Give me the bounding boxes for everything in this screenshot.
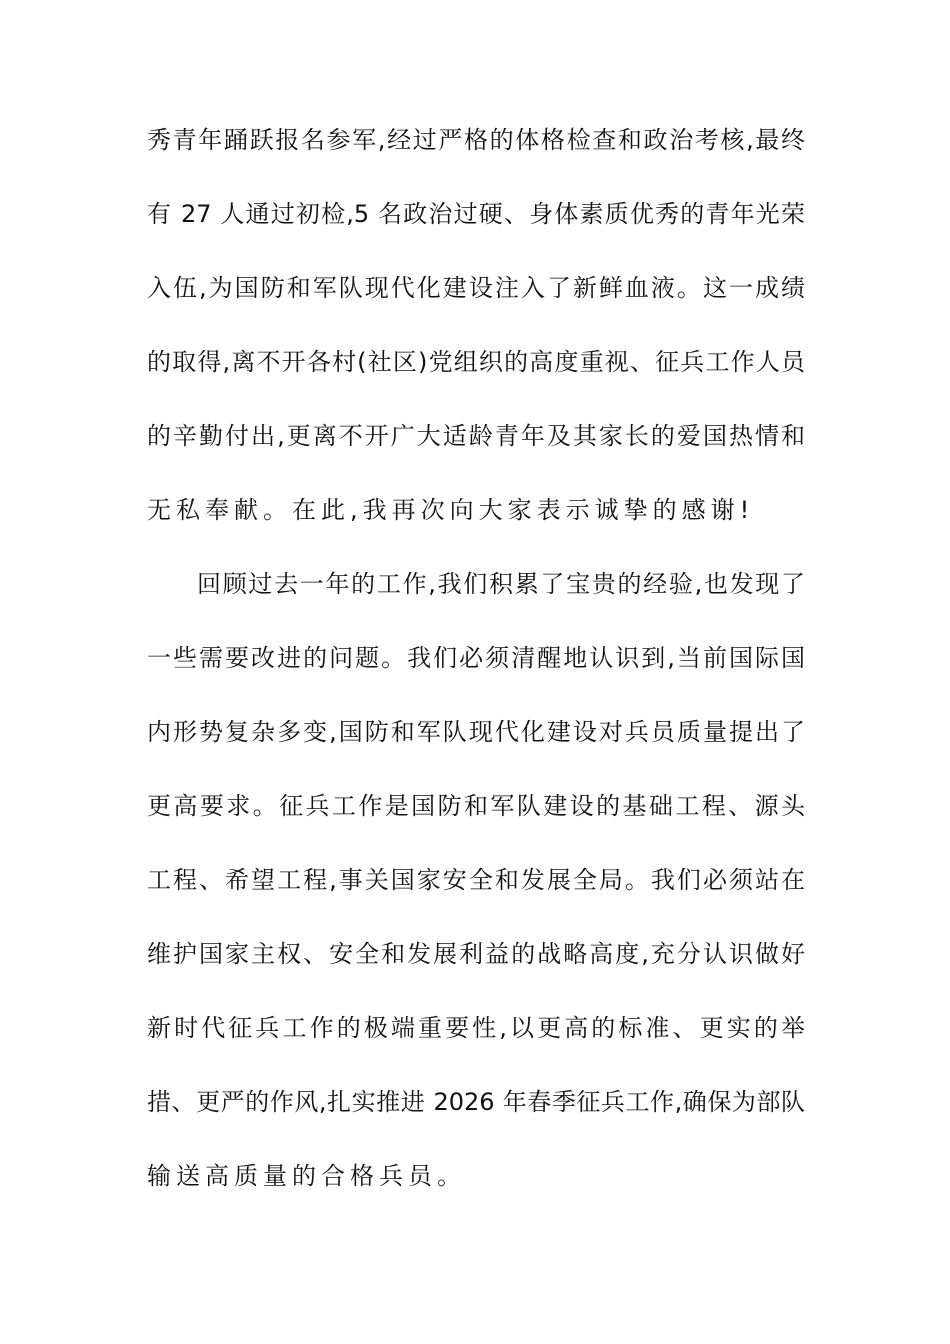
text-line: 一些需要改进的问题。我们必须清醒地认识到,当前国际国 [147, 644, 805, 672]
text-line: 工程、希望工程,事关国家安全和发展全局。我们必须站在 [147, 866, 805, 894]
text-line: 无私奉献。在此,我再次向大家表示诚挚的感谢! [147, 496, 755, 524]
text-line: 的取得,离不开各村(社区)党组织的高度重视、征兵工作人员 [147, 348, 805, 376]
text-line: 入伍,为国防和军队现代化建设注入了新鲜血液。这一成绩 [147, 274, 805, 302]
text-line: 输送高质量的合格兵员。 [147, 1162, 466, 1190]
text-line: 有 27 人通过初检,5 名政治过硬、身体素质优秀的青年光荣 [147, 200, 805, 228]
text-line: 措、更严的作风,扎实推进 2026 年春季征兵工作,确保为部队 [147, 1088, 805, 1116]
text-line: 更高要求。征兵工作是国防和军队建设的基础工程、源头 [147, 792, 805, 820]
text-line: 维护国家主权、安全和发展利益的战略高度,充分认识做好 [147, 940, 805, 968]
text-line: 新时代征兵工作的极端重要性,以更高的标准、更实的举 [147, 1014, 805, 1042]
paragraph-first-line: 回顾过去一年的工作,我们积累了宝贵的经验,也发现了 [197, 570, 805, 598]
text-line: 内形势复杂多变,国防和军队现代化建设对兵员质量提出了 [147, 718, 805, 746]
text-line: 的辛勤付出,更离不开广大适龄青年及其家长的爱国热情和 [147, 422, 805, 450]
text-line: 秀青年踊跃报名参军,经过严格的体格检查和政治考核,最终 [147, 126, 805, 154]
